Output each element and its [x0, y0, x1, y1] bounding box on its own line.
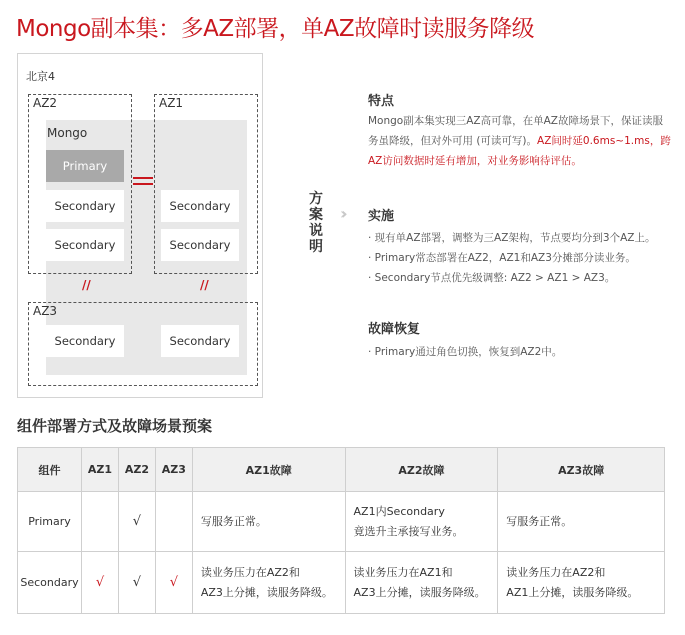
az2-az3-link: // — [82, 278, 91, 292]
chevron-right-icon: ›› — [340, 204, 343, 223]
az1-cell — [81, 492, 118, 552]
method-label: 方案说明 — [309, 191, 323, 255]
secondary-node-az1-1: Secondary — [161, 190, 239, 222]
az1-failure-cell: 写服务正常。 — [192, 492, 345, 552]
implementation-item: · Primary常态部署在AZ2，AZ1和AZ3分摊部分读业务。 — [368, 252, 636, 264]
az2-cell: √ — [118, 492, 155, 552]
az2-az1-link-2 — [133, 183, 153, 185]
features-text — [368, 111, 673, 171]
secondary-node-az2-2: Secondary — [46, 229, 124, 261]
secondary-node-az3-2: Secondary — [161, 325, 239, 357]
component-cell: Secondary — [18, 552, 82, 614]
az2-cell: √ — [118, 552, 155, 614]
header-az3: AZ3 — [155, 448, 192, 492]
az1-failure-cell: 读业务压力在AZ2和 AZ3上分摊，读服务降级。 — [192, 552, 345, 614]
page-title: Mongo副本集：多AZ部署，单AZ故障时读服务降级 — [16, 16, 535, 42]
features-line1: Mongo副本集实现三AZ高可靠，在单AZ故障场景下，保证读服 — [368, 115, 663, 127]
header-az2: AZ2 — [118, 448, 155, 492]
table-row — [18, 552, 665, 614]
architecture-diagram — [17, 53, 263, 398]
component-cell: Primary — [18, 492, 82, 552]
az2-failure-cell: 读业务压力在AZ1和 AZ3上分摊，读服务降级。 — [345, 552, 498, 614]
header-az3-failure: AZ3故障 — [498, 448, 665, 492]
az1-label: AZ1 — [159, 96, 184, 110]
az3-failure-cell: 写服务正常。 — [498, 492, 665, 552]
secondary-node-az3-1: Secondary — [46, 325, 124, 357]
header-component: 组件 — [18, 448, 82, 492]
header-az1: AZ1 — [81, 448, 118, 492]
secondary-node-az1-2: Secondary — [161, 229, 239, 261]
recovery-item: · Primary通过角色切换，恢复到AZ2中。 — [368, 346, 563, 358]
header-az1-failure: AZ1故障 — [192, 448, 345, 492]
implementation-heading: 实施 — [368, 209, 395, 224]
table-title: 组件部署方式及故障场景预案 — [17, 417, 213, 435]
implementation-item: · Secondary节点优先级调整: AZ2 > AZ1 > AZ3。 — [368, 272, 616, 284]
az2-az1-link — [133, 177, 153, 179]
az3-failure-cell: 读业务压力在AZ2和 AZ1上分摊，读服务降级。 — [498, 552, 665, 614]
header-az2-failure: AZ2故障 — [345, 448, 498, 492]
secondary-node-az2-1: Secondary — [46, 190, 124, 222]
primary-node: Primary — [46, 150, 124, 182]
az3-cell — [155, 492, 192, 552]
features-heading: 特点 — [368, 94, 395, 109]
az2-label: AZ2 — [33, 96, 58, 110]
az3-cell: √ — [155, 552, 192, 614]
az1-cell: √ — [81, 552, 118, 614]
table-row — [18, 492, 665, 552]
mongo-label: Mongo — [47, 126, 88, 140]
az2-failure-cell: AZ1内Secondary 竟选升主承接写业务。 — [345, 492, 498, 552]
az3-label: AZ3 — [33, 304, 58, 318]
features-line2: 务虽降级，但对外可用 (可读可写)。AZ间时延0.6ms~1.ms，跨 — [368, 135, 671, 147]
implementation-item: · 现有单AZ部署，调整为三AZ架构，节点要均分到3个AZ上。 — [368, 232, 656, 244]
region-label: 北京4 — [26, 70, 55, 83]
deployment-table — [17, 447, 665, 614]
table-header-row — [18, 448, 665, 492]
features-line3: AZ访问数据时延有增加，对业务影响待评估。 — [368, 155, 582, 167]
recovery-heading: 故障恢复 — [368, 322, 421, 337]
az1-az3-link: // — [200, 278, 209, 292]
